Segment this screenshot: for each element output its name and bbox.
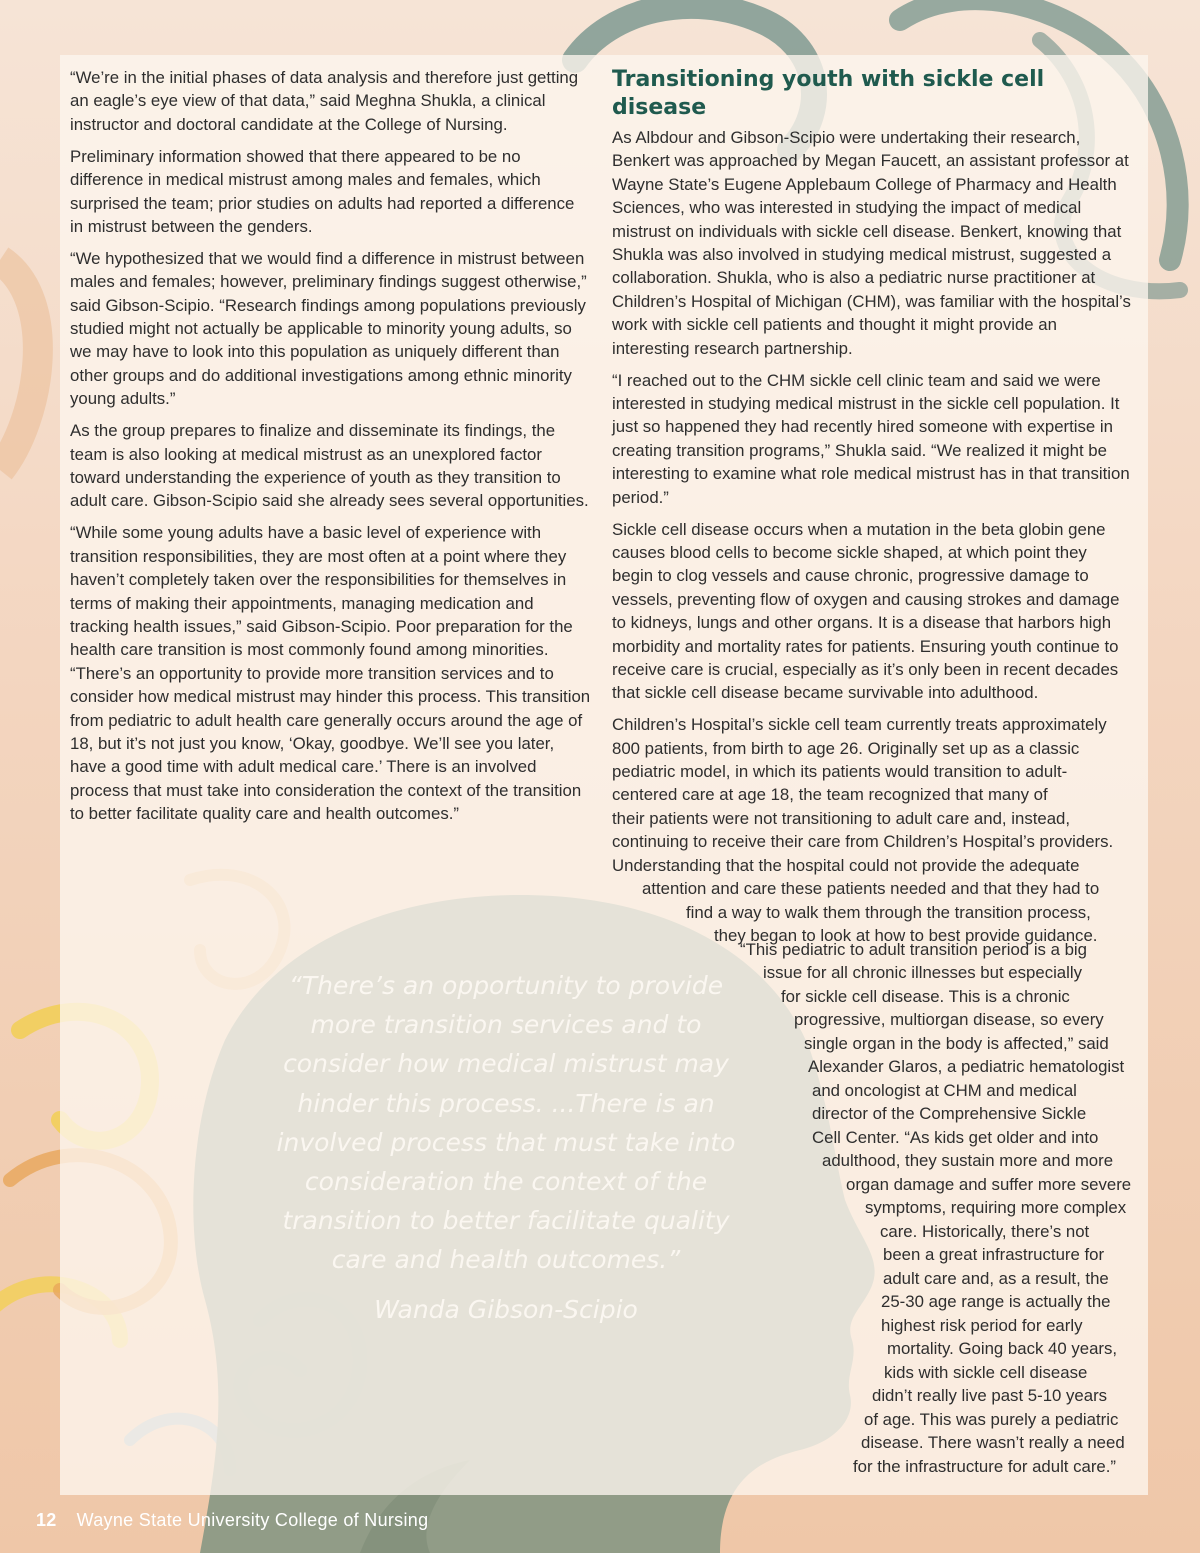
quote-line: hinder this process. ...There is an (297, 1088, 715, 1118)
quote-line: care and health outcomes.” (331, 1245, 681, 1275)
quote-line: involved process that must take into (276, 1127, 736, 1157)
text-line: their patients were not transitioning to adult care and, instead, (612, 808, 1071, 828)
paragraph-childrens-hospital (612, 713, 1132, 947)
text-line: “This pediatric to adult transition period is a big (740, 940, 1087, 959)
text-line: organ damage and suffer more severe (846, 1175, 1132, 1194)
quote-line: consideration the context of the (304, 1167, 708, 1197)
text-line: 25-30 age range is actually the (881, 1292, 1111, 1311)
text-line: mortality. Going back 40 years, (887, 1339, 1118, 1358)
text-line: pediatric model, in which its patients would transition to adult- (612, 762, 1068, 782)
text-line: Cell Center. “As kids get older and into (812, 1128, 1099, 1147)
text-line: centered care at age 18, the team recognized that many of (612, 785, 1048, 805)
text-line: attention and care these patients needed and that they had to (642, 879, 1100, 899)
text-line: disease. There wasn’t really a need (861, 1433, 1125, 1452)
text-line: adulthood, they sustain more and more (822, 1151, 1114, 1170)
text-line: Understanding that the hospital could not provide the adequate (612, 855, 1080, 875)
text-line: adult care and, as a result, the (883, 1269, 1109, 1288)
text-line: single organ in the body is affected,” said (804, 1034, 1109, 1053)
paragraph: Preliminary information showed that there appeared to be no difference in medical mistrust among males and females, which surprised the team; prior studies on adults had reported a difference in mistrust between the genders. (70, 146, 575, 236)
text-line: highest risk period for early (881, 1316, 1083, 1335)
pull-quote (262, 966, 750, 1329)
paragraph: “I reached out to the CHM sickle cell clinic team and said we were interested in studying medical mistrust in the sickle cell population. It just so happened they had recently hired someone with expertise in creating transition programs,” Shukla said. “We realized it might be interesting to examine what role medical mistrust has in that transition period.” (612, 370, 1130, 507)
text-line: symptoms, requiring more complex (865, 1198, 1127, 1217)
text-line: didn’t really live past 5-10 years (872, 1386, 1108, 1405)
quote-line: “There’s an opportunity to provide (288, 971, 724, 1000)
paragraph: “While some young adults have a basic level of experience with transition responsibilities, they are most often at a point where they haven’t completely taken over the responsibilities for themselves in terms of making their appointments, managing medication and tracking health issues,” said Gibson-Scipio. Poor preparation for the health care transition is most commonly found among minorities. “There’s an opportunity to provide more transition services and to consider how medical mistrust may hinder this process. This transition from pediatric to adult health care generally occurs around the age of 18, but it’s not just you know, ‘Okay, goodbye. We’ll see you later, have a good time with adult medical care.’ There is an involved process that must take into consideration the context of the transition to better facilitate quality care and health outcomes.” (70, 523, 591, 824)
text-line: progressive, multiorgan disease, so every (794, 1010, 1104, 1029)
left-column (70, 66, 592, 834)
text-line: kids with sickle cell disease (884, 1363, 1088, 1382)
text-line: and oncologist at CHM and medical (812, 1081, 1077, 1100)
paragraph: As the group prepares to finalize and disseminate its findings, the team is also looking at medical mistrust as an unexplored factor toward understanding the experience of youth as they transition to adult care. Gibson-Scipio said she already sees several opportunities. (70, 421, 589, 511)
text-line: care. Historically, there’s not (880, 1222, 1090, 1241)
text-line: for sickle cell disease. This is a chronic (781, 987, 1070, 1006)
page-number: 12 (36, 1510, 57, 1530)
text-line: issue for all chronic illnesses but especially (763, 963, 1082, 982)
text-line: they began to look at how to best provide guidance. (714, 925, 1098, 945)
text-line: Alexander Glaros, a pediatric hematologist (808, 1057, 1125, 1076)
paragraph: “We’re in the initial phases of data analysis and therefore just getting an eagle’s eye view of that data,” said Meghna Shukla, a clinical instructor and doctoral candidate at the College of Nursing. (70, 68, 579, 134)
quote-line: consider how medical mistrust may (283, 1049, 729, 1079)
paragraph: Sickle cell disease occurs when a mutation in the beta globin gene causes blood cells to become sickle shaped, at which point they begin to clog vessels and cause chronic, progressive damage to vessels, preventing flow of oxygen and causing strokes and damage to kidneys, lungs and other organs. It is a disease that harbors high morbidity and mortality rates for patients. Ensuring youth continue to receive care is crucial, especially as it’s only been in recent decades that sickle cell disease became survivable into adulthood. (612, 519, 1120, 703)
text-line: of age. This was purely a pediatric (864, 1410, 1119, 1429)
text-line: been a great infrastructure for (883, 1245, 1105, 1264)
quote-author: Wanda Gibson-Scipio (374, 1294, 638, 1324)
right-column (612, 66, 1132, 956)
paragraph: As Albdour and Gibson-Scipio were undertaking their research, Benkert was approached by Megan Faucett, an assistant professor at Wayne State’s Eugene Applebaum College of Pharmacy and Health Sciences, who was interested in studying the impact of medical mistrust on individuals with sickle cell disease. Benkert, knowing that Shukla was also involved in studying medical mistrust, suggested a collaboration. Shukla, who is also a pediatric nurse practitioner at Children’s Hospital of Michigan (CHM), was familiar with the hospital’s work with sickle cell patients and thought it might provide an interesting research partnership. (612, 128, 1131, 358)
section-heading: Transitioning youth with sickle cell disease (612, 67, 1045, 120)
quote-line: transition to better facilitate quality (282, 1206, 730, 1236)
text-line: for the infrastructure for adult care.” (853, 1457, 1117, 1476)
text-line: Children’s Hospital’s sickle cell team currently treats approximately (612, 715, 1107, 735)
publication-name: Wayne State University College of Nursing (76, 1510, 429, 1530)
page-footer (36, 1508, 428, 1532)
text-line: continuing to receive their care from Children’s Hospital’s providers. (612, 832, 1114, 852)
quote-line: more transition services and to (310, 1010, 702, 1040)
paragraph: “We hypothesized that we would find a difference in mistrust between males and females; however, preliminary findings suggest otherwise,” said Gibson-Scipio. “Research findings among populations previously studied might not actually be applicable to minority young adults, so we may have to look into this population as uniquely different than other groups and do additional investigations among ethnic minority young adults.” (70, 248, 587, 409)
text-line: 800 patients, from birth to age 26. Originally set up as a classic (612, 738, 1080, 758)
text-line: director of the Comprehensive Sickle (812, 1104, 1087, 1123)
text-line: find a way to walk them through the transition process, (686, 902, 1091, 922)
